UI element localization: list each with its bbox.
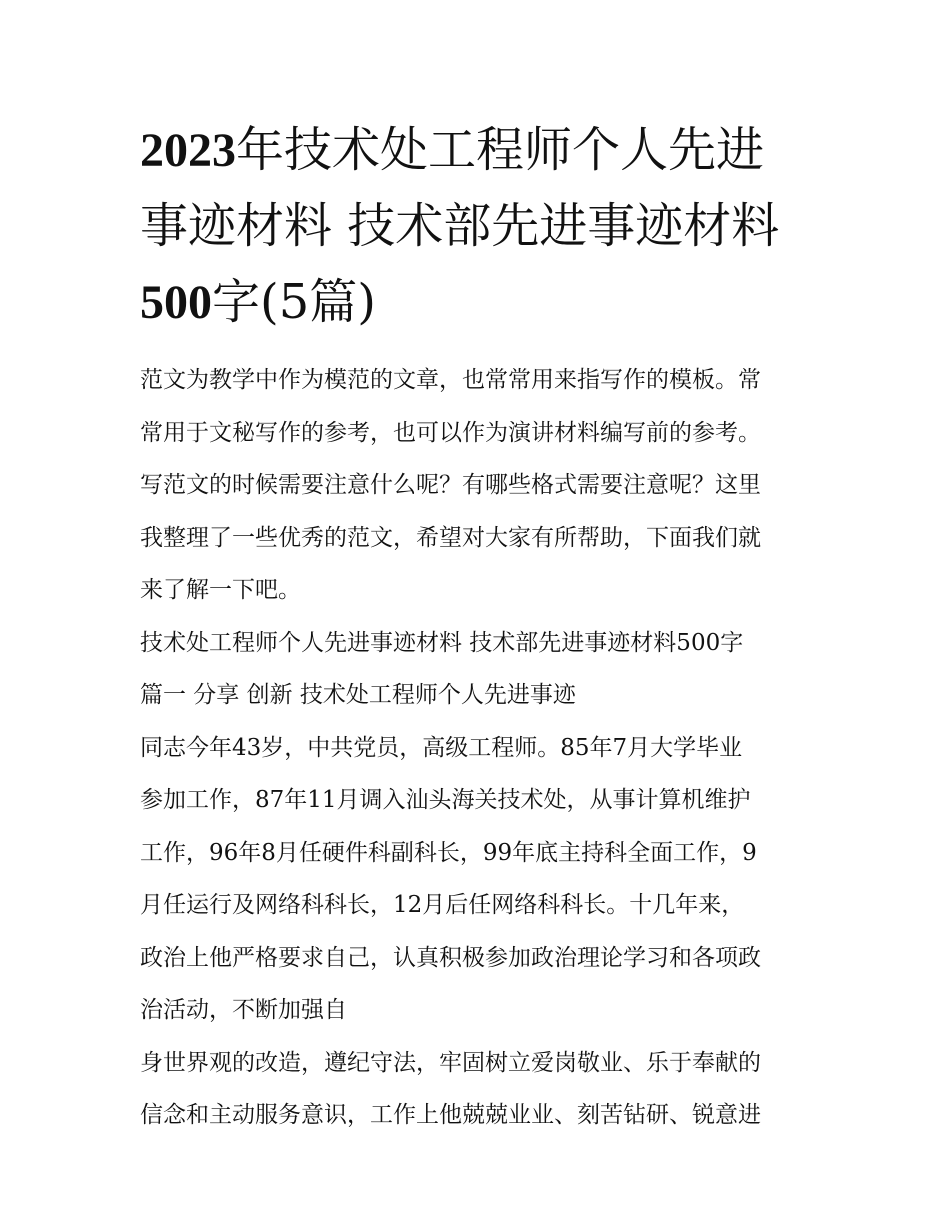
- section-subheading-line: 篇一 分享 创新 技术处工程师个人先进事迹: [140, 682, 576, 708]
- body-line: 写范文的时候需要注意什么呢？有哪些格式需要注意呢？这里: [140, 472, 761, 498]
- body-line: 身世界观的改造，遵纪守法，牢固树立爱岗敬业、乐于奉献的: [140, 1049, 761, 1076]
- body-line: 来了解一下吧。: [140, 577, 301, 603]
- title-line-3: [140, 264, 830, 340]
- body-line: 常用于文秘写作的参考，也可以作为演讲材料编写前的参考。: [140, 419, 761, 446]
- title-line-1: [140, 112, 830, 188]
- body-line: 信念和主动服务意识，工作上他兢兢业业、刻苦钻研、锐意进: [140, 1102, 761, 1128]
- body-line: 月任运行及网络科科长，12月后任网络科科长。十几年来，: [140, 892, 745, 918]
- title-line-1-text: 年技术处工程师个人先进: [236, 122, 765, 178]
- body-line: 政治上他严格要求自己，认真积极参加政治理论学习和各项政: [140, 944, 761, 971]
- body-line: 我整理了一些优秀的范文，希望对大家有所帮助，下面我们就: [140, 524, 761, 551]
- document-body: [140, 354, 830, 1142]
- body-line: 参加工作，87年11月调入汕头海关技术处，从事计算机维护: [140, 787, 751, 813]
- title-line-2-text: 事迹材料 技术部先进事迹材料: [140, 198, 780, 254]
- body-line: 治活动，不断加强自: [140, 997, 347, 1023]
- body-line: 工作，96年8月任硬件科副科长，99年底主持科全面工作，9: [140, 839, 757, 866]
- title-line-1-bold: 2023: [140, 124, 236, 177]
- body-line: 范文为教学中作为模范的文章，也常常用来指写作的模板。常: [140, 367, 761, 393]
- title-line-3-bold: 500: [140, 276, 212, 329]
- section-heading-line: 技术处工程师个人先进事迹材料 技术部先进事迹材料500字: [140, 629, 744, 656]
- body-line: 同志今年43岁，中共党员，高级工程师。85年7月大学毕业: [140, 734, 743, 761]
- title-line-3-text: 字(5篇): [212, 274, 376, 330]
- document-title: [140, 112, 830, 340]
- title-line-2: [140, 188, 830, 264]
